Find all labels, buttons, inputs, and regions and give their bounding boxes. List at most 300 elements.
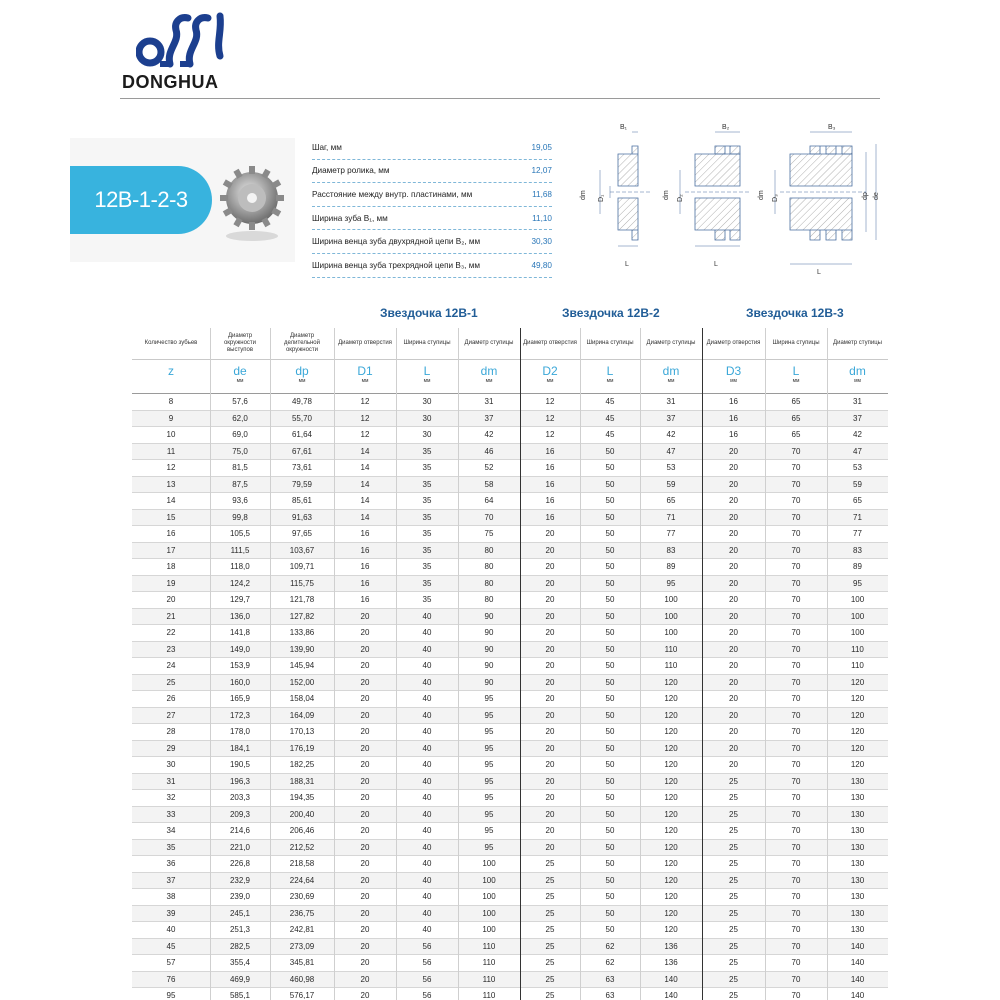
table-cell: 209,3 xyxy=(229,809,251,819)
table-cell: 127,82 xyxy=(289,611,315,621)
table-cell: 37 xyxy=(484,413,494,423)
table-cell: 20 xyxy=(360,611,370,621)
table-cell: 27 xyxy=(166,710,176,720)
table-cell: 30 xyxy=(166,760,176,769)
table-cell: 120 xyxy=(664,925,678,934)
table-cell: 14 xyxy=(360,446,370,456)
unit-text: мм xyxy=(792,378,800,384)
table-cell: 50 xyxy=(605,661,615,670)
table-cell: 40 xyxy=(422,776,432,786)
table-cell: 460,98 xyxy=(289,974,315,984)
table-cell: 83 xyxy=(666,545,676,555)
table-cell: 50 xyxy=(605,446,615,456)
table-cell: 585,1 xyxy=(229,991,251,1000)
table-cell: 85,61 xyxy=(291,496,313,505)
table-cell: 70 xyxy=(791,562,801,571)
spec-row xyxy=(312,254,552,278)
table-cell: 30 xyxy=(422,413,432,423)
table-cell: 50 xyxy=(605,644,615,654)
label-de: de xyxy=(873,192,880,200)
table-cell: 57 xyxy=(166,958,176,967)
table-cell: 40 xyxy=(422,875,432,885)
table-cell: 12 xyxy=(360,430,370,439)
table-row xyxy=(132,394,888,411)
column-symbol xyxy=(458,360,520,393)
symbol-text: D3 xyxy=(725,364,742,378)
table-cell: 145,94 xyxy=(289,661,315,670)
table-cell: 20 xyxy=(729,743,738,753)
table-cell: 93,6 xyxy=(232,496,248,505)
table-cell: 170,13 xyxy=(289,727,315,736)
table-cell: 12 xyxy=(545,430,555,439)
unit-text: мм xyxy=(361,378,369,384)
table-cell: 140 xyxy=(664,991,678,1000)
table-cell: 61,64 xyxy=(291,430,313,439)
table-cell: 47 xyxy=(666,446,676,456)
table-cell: 95 xyxy=(484,743,494,753)
table-cell: 59 xyxy=(853,479,862,489)
table-cell: 140 xyxy=(850,974,865,984)
table-row xyxy=(132,460,888,477)
table-cell: 40 xyxy=(422,793,432,802)
table-cell: 110 xyxy=(482,958,496,967)
table-cell: 40 xyxy=(422,859,432,868)
table-row xyxy=(132,955,888,972)
table-cell: 130 xyxy=(850,842,865,852)
table-cell: 25 xyxy=(166,677,176,687)
table-cell: 70 xyxy=(791,760,801,769)
table-cell: 20 xyxy=(545,595,555,604)
table-row xyxy=(132,411,888,428)
column-divider xyxy=(396,328,397,1000)
table-cell: 62 xyxy=(605,958,615,967)
table-cell: 20 xyxy=(729,479,738,489)
table-cell: 65 xyxy=(666,496,676,505)
table-cell: 50 xyxy=(605,463,615,472)
table-cell: 70 xyxy=(791,479,801,489)
table-cell: 70 xyxy=(791,991,801,1000)
table-cell: 25 xyxy=(729,793,738,802)
table-cell: 25 xyxy=(729,826,738,835)
table-row xyxy=(132,691,888,708)
column-divider xyxy=(640,328,641,1000)
table-cell: 50 xyxy=(605,710,615,720)
table-cell: 95 xyxy=(484,694,494,703)
table-cell: 25 xyxy=(729,991,738,1000)
spec-row xyxy=(312,160,552,184)
symbol-text: L xyxy=(606,364,614,378)
table-cell: 194,35 xyxy=(289,793,315,802)
table-cell: 40 xyxy=(422,661,432,670)
table-cell: 35 xyxy=(422,463,432,472)
column-header: Диаметр ступицы xyxy=(464,340,514,346)
table-cell: 70 xyxy=(791,545,801,555)
table-cell: 140 xyxy=(664,974,678,984)
table-cell: 20 xyxy=(166,595,176,604)
table-cell: 100 xyxy=(664,595,678,604)
table-cell: 70 xyxy=(791,826,801,835)
symbol-text: dm xyxy=(480,364,498,378)
column-divider xyxy=(334,328,335,1000)
table-cell: 19 xyxy=(166,578,176,588)
table-cell: 95 xyxy=(853,578,862,588)
table-cell: 17 xyxy=(166,545,176,555)
table-cell: 25 xyxy=(729,875,738,885)
table-cell: 65 xyxy=(791,430,801,439)
table-cell: 176,19 xyxy=(289,743,315,753)
table-cell: 206,46 xyxy=(289,826,315,835)
table-cell: 20 xyxy=(360,941,370,951)
table-cell: 109,71 xyxy=(289,562,315,571)
table-cell: 20 xyxy=(729,644,738,654)
table-cell: 164,09 xyxy=(289,710,315,720)
table-cell: 56 xyxy=(422,974,432,984)
table-cell: 218,58 xyxy=(289,859,315,868)
table-cell: 273,09 xyxy=(289,941,315,951)
table-cell: 50 xyxy=(605,809,615,819)
table-cell: 355,4 xyxy=(229,958,251,967)
table-cell: 16 xyxy=(360,562,370,571)
unit-text: мм xyxy=(606,378,614,384)
table-cell: 25 xyxy=(729,842,738,852)
table-cell: 130 xyxy=(850,809,865,819)
table-cell: 120 xyxy=(664,892,678,901)
table-cell: 70 xyxy=(791,529,801,538)
table-cell: 576,17 xyxy=(289,991,315,1000)
table-row xyxy=(132,856,888,873)
table-cell: 16 xyxy=(360,595,370,604)
table-cell: 64 xyxy=(484,496,494,505)
table-cell: 50 xyxy=(605,545,615,555)
table-cell: 80 xyxy=(484,578,494,588)
table-cell: 110 xyxy=(851,644,864,654)
table-cell: 110 xyxy=(851,661,864,670)
table-cell: 53 xyxy=(666,463,676,472)
table-cell: 31 xyxy=(853,397,862,406)
table-cell: 40 xyxy=(422,908,432,918)
table-cell: 70 xyxy=(791,925,801,934)
column-header: Диаметр ступицы xyxy=(646,340,696,346)
table-cell: 105,5 xyxy=(229,529,251,538)
table-cell: 25 xyxy=(729,892,738,901)
table-cell: 20 xyxy=(360,908,370,918)
spec-value: 49,80 xyxy=(531,260,552,270)
spec-row xyxy=(312,207,552,231)
table-cell: 89 xyxy=(853,562,862,571)
table-cell: 70 xyxy=(791,958,801,967)
table-row xyxy=(132,559,888,576)
label-l: L xyxy=(714,261,718,268)
table-cell: 70 xyxy=(791,875,801,885)
table-cell: 90 xyxy=(484,661,494,670)
table-row xyxy=(132,576,888,593)
header-divider xyxy=(120,98,880,99)
table-cell: 70 xyxy=(791,611,801,621)
table-cell: 20 xyxy=(360,760,370,769)
drawing-12b-2 xyxy=(663,124,750,268)
table-cell: 196,3 xyxy=(229,776,251,786)
table-cell: 130 xyxy=(850,859,865,868)
table-row xyxy=(132,708,888,725)
table-cell: 140 xyxy=(850,958,865,967)
table-row xyxy=(132,774,888,791)
table-row xyxy=(132,873,888,890)
table-cell: 47 xyxy=(853,446,862,456)
spec-value: 30,30 xyxy=(531,237,552,247)
spec-row xyxy=(312,136,552,160)
table-cell: 83 xyxy=(853,545,862,555)
group-title-12b-1: Звездочка 12B-1 xyxy=(380,306,478,320)
table-cell: 40 xyxy=(422,694,432,703)
column-header: Диаметр окружности выступов xyxy=(223,333,257,353)
table-cell: 203,3 xyxy=(229,793,251,802)
column-header: Количество зубьев xyxy=(144,340,198,346)
table-row xyxy=(132,972,888,989)
table-cell: 20 xyxy=(360,677,370,687)
table-cell: 95 xyxy=(166,991,176,1000)
column-header: Диаметр отверстия xyxy=(523,340,577,346)
table-cell: 20 xyxy=(545,529,555,538)
table-cell: 20 xyxy=(360,859,370,868)
table-cell: 110 xyxy=(482,974,496,984)
table-cell: 120 xyxy=(850,694,865,703)
table-cell: 469,9 xyxy=(229,974,251,984)
table-cell: 20 xyxy=(360,743,370,753)
table-row xyxy=(132,444,888,461)
symbol-text: dm xyxy=(849,364,866,378)
table-cell: 40 xyxy=(422,628,432,637)
table-cell: 40 xyxy=(422,611,432,621)
table-cell: 20 xyxy=(360,793,370,802)
table-cell: 12 xyxy=(545,397,555,406)
table-cell: 20 xyxy=(360,776,370,786)
table-cell: 14 xyxy=(360,512,370,522)
table-row xyxy=(132,510,888,527)
table-cell: 20 xyxy=(729,677,738,687)
column-header: Диаметр отверстия xyxy=(338,340,392,346)
column-symbol xyxy=(702,360,765,393)
group-divider xyxy=(520,328,521,1000)
table-row xyxy=(132,741,888,758)
table-cell: 40 xyxy=(422,644,432,654)
table-cell: 70 xyxy=(791,496,801,505)
table-cell: 130 xyxy=(850,826,865,835)
table-cell: 20 xyxy=(729,446,738,456)
table-cell: 100 xyxy=(664,628,678,637)
table-cell: 15 xyxy=(166,512,176,522)
table-cell: 50 xyxy=(605,892,615,901)
table-cell: 25 xyxy=(729,859,738,868)
table-cell: 16 xyxy=(545,496,555,505)
table-cell: 20 xyxy=(729,595,738,604)
product-banner xyxy=(70,138,295,262)
table-cell: 120 xyxy=(664,743,678,753)
symbol-text: z xyxy=(168,364,174,378)
table-cell: 16 xyxy=(360,529,370,538)
table-cell: 25 xyxy=(545,892,555,901)
table-cell: 99,8 xyxy=(232,512,248,522)
spec-value: 11,10 xyxy=(532,213,552,223)
table-cell: 120 xyxy=(850,760,865,769)
table-cell: 40 xyxy=(422,826,432,835)
table-cell: 14 xyxy=(360,479,370,489)
label-dm: dm xyxy=(758,190,765,200)
table-cell: 20 xyxy=(729,562,738,571)
table-cell: 50 xyxy=(605,479,615,489)
table-cell: 20 xyxy=(360,727,370,736)
table-cell: 178,0 xyxy=(229,727,251,736)
table-cell: 90 xyxy=(484,628,494,637)
table-cell: 38 xyxy=(166,892,176,901)
table-cell: 40 xyxy=(422,677,432,687)
table-cell: 25 xyxy=(729,925,738,934)
table-cell: 50 xyxy=(605,776,615,786)
table-cell: 221,0 xyxy=(229,842,251,852)
table-cell: 25 xyxy=(545,991,555,1000)
table-cell: 20 xyxy=(545,545,555,555)
table-cell: 45 xyxy=(605,430,615,439)
donghua-emblem-icon xyxy=(136,12,228,70)
table-cell: 110 xyxy=(664,644,678,654)
table-cell: 20 xyxy=(545,826,555,835)
table-cell: 200,40 xyxy=(289,809,315,819)
table-cell: 53 xyxy=(853,463,862,472)
table-cell: 80 xyxy=(484,562,494,571)
table-row xyxy=(132,889,888,906)
table-cell: 16 xyxy=(360,578,370,588)
table-cell: 20 xyxy=(545,842,555,852)
table-cell: 34 xyxy=(166,826,176,835)
drawing-12b-1 xyxy=(580,124,650,268)
table-cell: 120 xyxy=(664,776,678,786)
table-cell: 65 xyxy=(791,397,801,406)
table-cell: 71 xyxy=(853,512,862,522)
table-cell: 81,5 xyxy=(232,463,248,472)
table-cell: 95 xyxy=(484,826,494,835)
table-cell: 20 xyxy=(360,628,370,637)
table-cell: 35 xyxy=(422,562,432,571)
table-cell: 236,75 xyxy=(289,908,315,918)
spec-row xyxy=(312,230,552,254)
table-cell: 29 xyxy=(166,743,176,753)
table-cell: 31 xyxy=(166,776,176,786)
table-cell: 40 xyxy=(422,892,432,901)
product-code-badge xyxy=(70,166,212,234)
spec-label: Диаметр ролика, мм xyxy=(312,166,390,176)
table-cell: 120 xyxy=(664,710,678,720)
table-cell: 136,0 xyxy=(229,611,251,621)
table-row xyxy=(132,543,888,560)
table-row xyxy=(132,592,888,609)
sprocket-table xyxy=(132,328,888,1000)
table-cell: 70 xyxy=(791,446,801,456)
table-cell: 20 xyxy=(360,694,370,703)
spec-label: Ширина венца зуба трехрядной цепи B₃, мм xyxy=(312,260,480,270)
table-cell: 62,0 xyxy=(232,413,248,423)
table-cell: 70 xyxy=(791,727,801,736)
table-cell: 133,86 xyxy=(289,628,315,637)
label-b1: B₁ xyxy=(620,124,628,131)
table-cell: 20 xyxy=(360,974,370,984)
table-cell: 115,75 xyxy=(290,578,314,588)
column-header: Ширина ступицы xyxy=(403,340,451,346)
table-cell: 130 xyxy=(850,776,865,786)
column-divider xyxy=(765,328,766,1000)
table-cell: 25 xyxy=(729,776,738,786)
table-cell: 139,90 xyxy=(289,644,315,654)
table-cell: 50 xyxy=(605,842,615,852)
table-cell: 65 xyxy=(853,496,862,505)
table-cell: 16 xyxy=(545,479,555,489)
table-cell: 20 xyxy=(729,545,738,555)
table-cell: 70 xyxy=(791,644,801,654)
table-cell: 70 xyxy=(791,595,801,604)
table-cell: 70 xyxy=(791,710,801,720)
table-cell: 20 xyxy=(360,892,370,901)
label-d2: D₂ xyxy=(677,194,684,202)
table-cell: 95 xyxy=(484,809,494,819)
table-cell: 12 xyxy=(360,397,370,406)
table-row xyxy=(132,939,888,956)
table-cell: 20 xyxy=(360,826,370,835)
group-divider xyxy=(702,328,703,1000)
table-row xyxy=(132,609,888,626)
symbol-text: D1 xyxy=(357,364,373,378)
table-cell: 20 xyxy=(729,496,738,505)
column-header: Ширина ступицы xyxy=(772,340,820,346)
table-cell: 130 xyxy=(850,875,865,885)
label-d3: D₃ xyxy=(772,194,779,202)
table-cell: 245,1 xyxy=(229,908,251,918)
table-cell: 75,0 xyxy=(232,446,248,456)
table-cell: 70 xyxy=(791,941,801,951)
table-cell: 136 xyxy=(664,941,678,951)
table-cell: 20 xyxy=(545,809,555,819)
table-cell: 20 xyxy=(729,710,738,720)
table-cell: 16 xyxy=(360,545,370,555)
table-cell: 42 xyxy=(484,430,494,439)
table-cell: 20 xyxy=(545,562,555,571)
sprocket-photo-icon xyxy=(220,154,284,242)
table-cell: 20 xyxy=(729,661,738,670)
table-cell: 95 xyxy=(484,776,494,786)
table-cell: 35 xyxy=(166,842,176,852)
table-row xyxy=(132,625,888,642)
table-cell: 149,0 xyxy=(229,644,251,654)
table-cell: 70 xyxy=(791,974,801,984)
table-row xyxy=(132,906,888,923)
table-cell: 20 xyxy=(360,958,370,967)
table-cell: 70 xyxy=(791,776,801,786)
table-cell: 118,0 xyxy=(230,562,250,571)
table-cell: 129,7 xyxy=(229,595,251,604)
brand-logo xyxy=(122,12,252,92)
table-cell: 214,6 xyxy=(229,826,251,835)
table-cell: 110 xyxy=(664,661,678,670)
table-cell: 25 xyxy=(545,958,555,967)
table-cell: 120 xyxy=(664,842,678,852)
table-cell: 20 xyxy=(545,677,555,687)
table-cell: 23 xyxy=(166,644,176,654)
label-b3: B₃ xyxy=(828,124,836,131)
table-cell: 21 xyxy=(166,611,176,621)
table-cell: 20 xyxy=(545,760,555,769)
table-cell: 120 xyxy=(664,908,678,918)
table-cell: 100 xyxy=(664,611,678,621)
table-cell: 22 xyxy=(166,628,176,637)
column-symbol xyxy=(132,360,210,393)
table-cell: 52 xyxy=(484,463,494,472)
